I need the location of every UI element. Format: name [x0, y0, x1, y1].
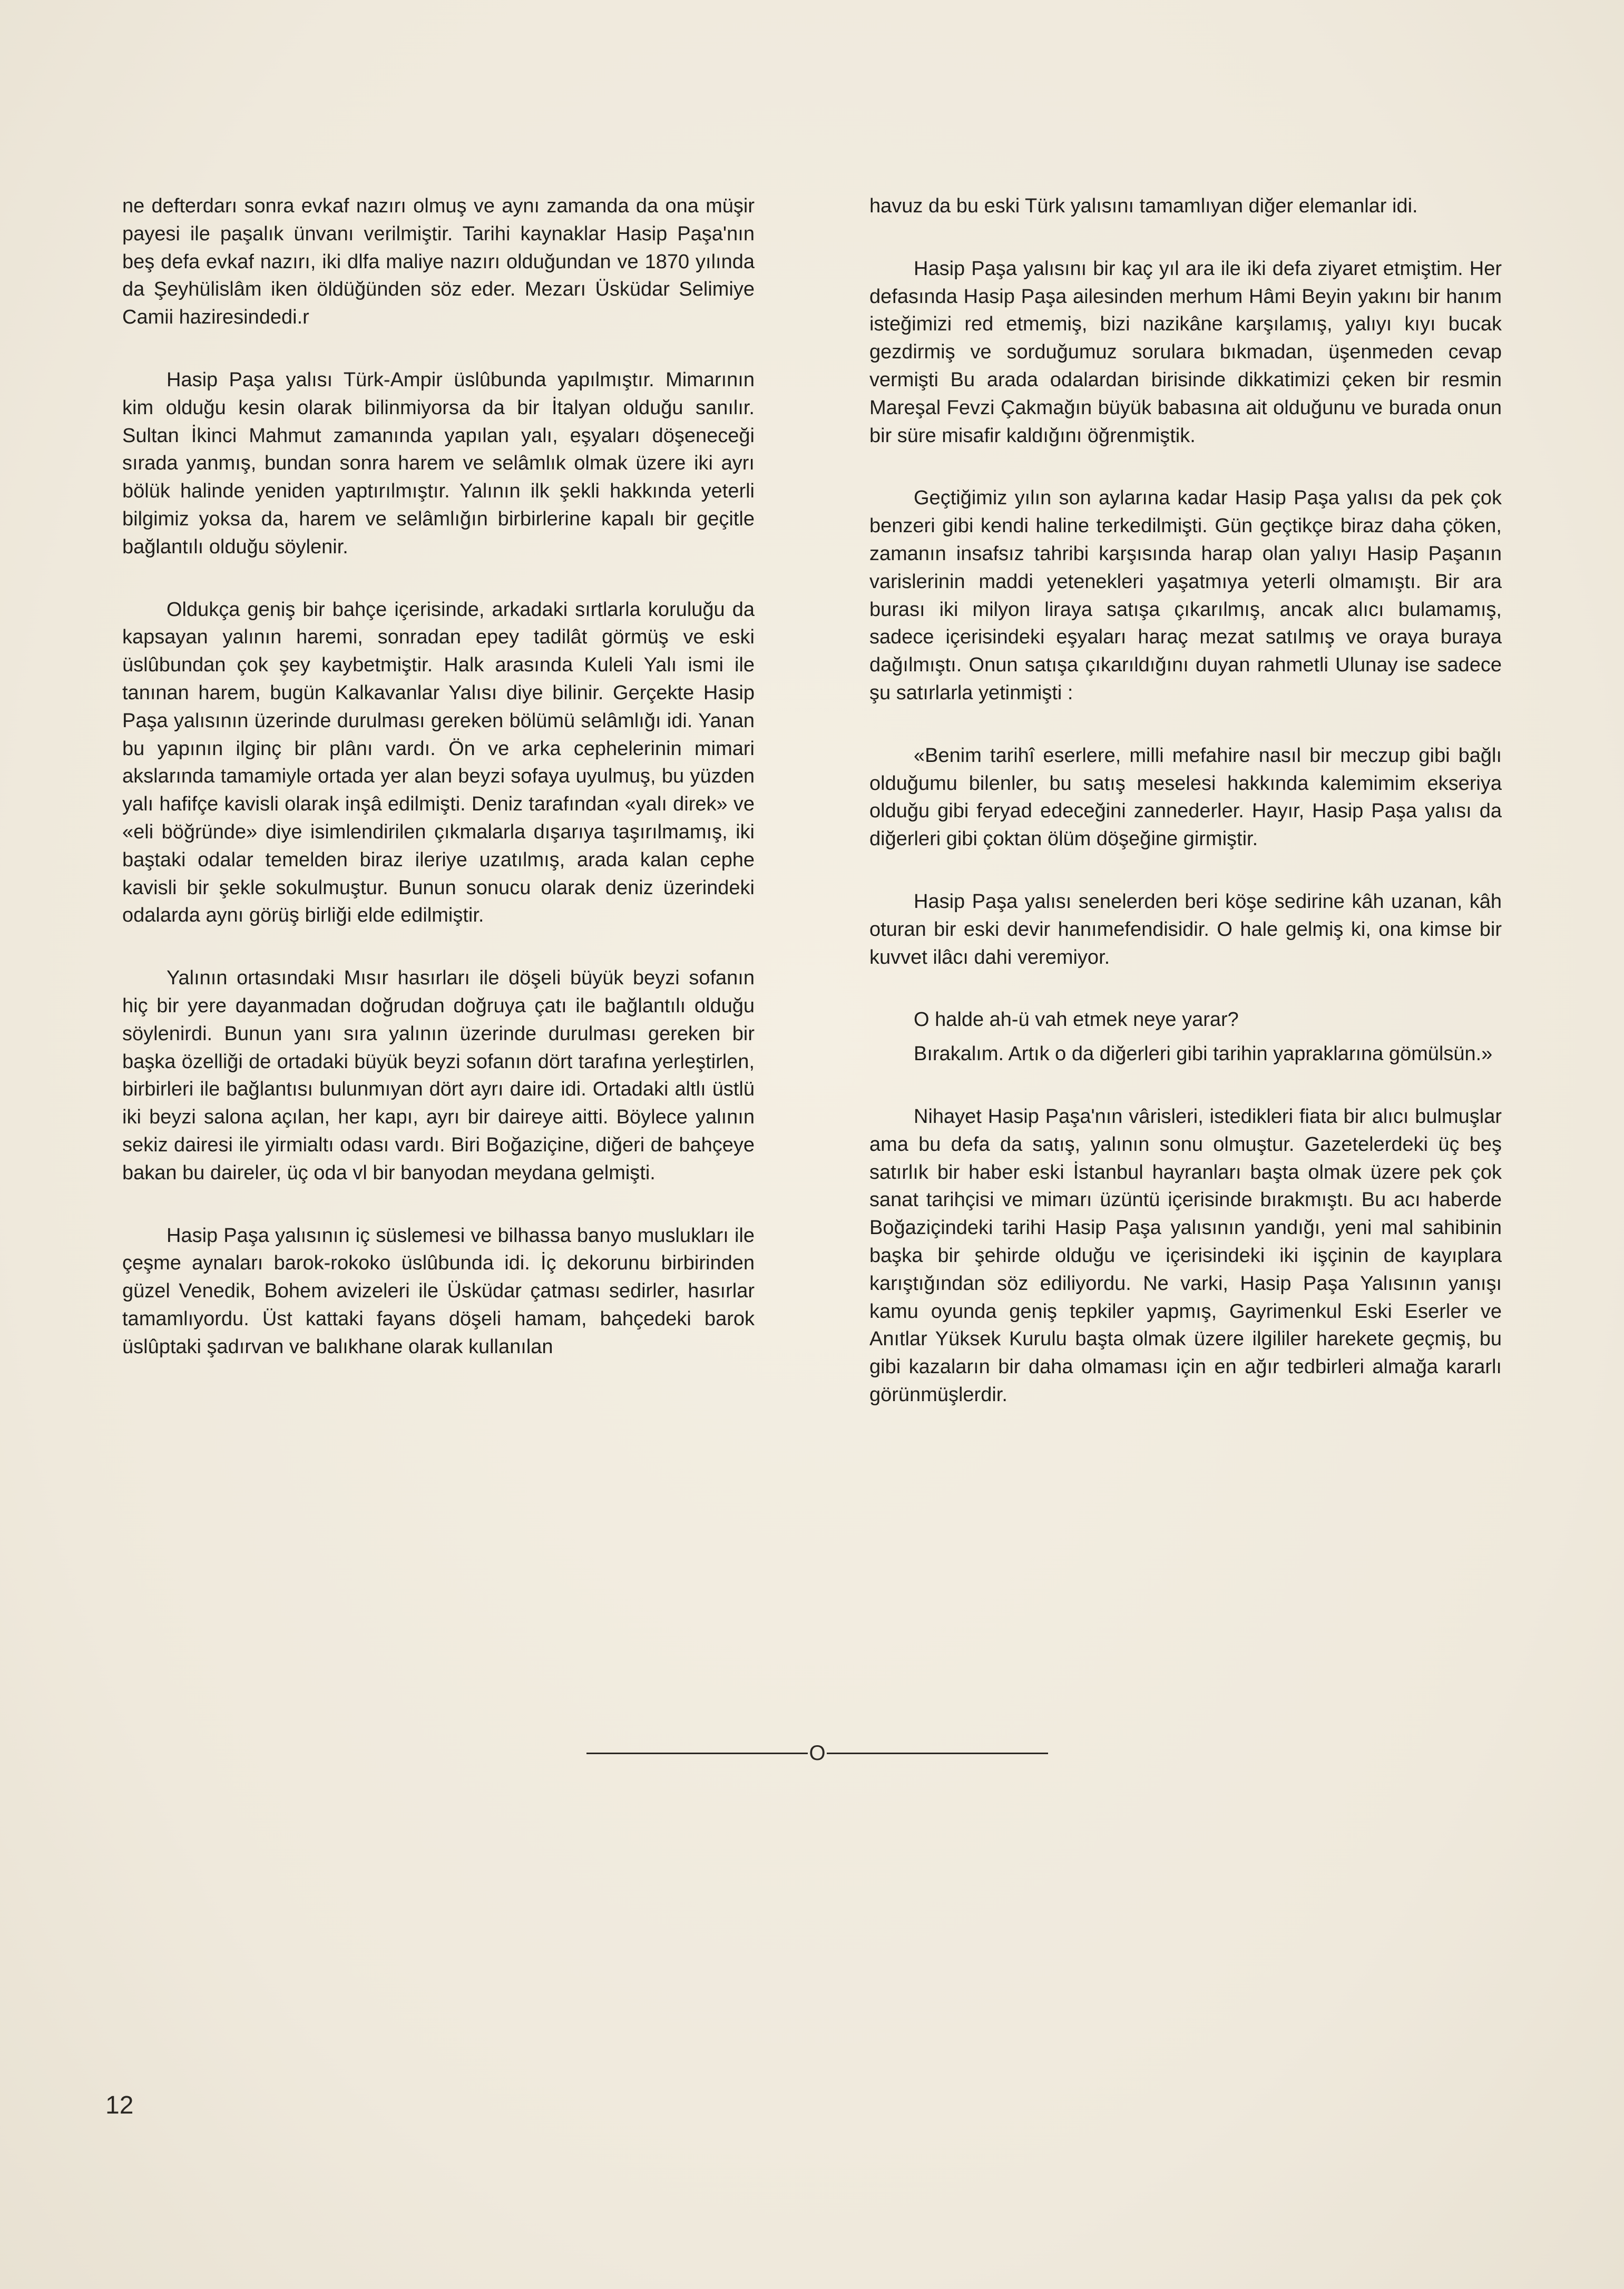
divider-line-left: [586, 1753, 808, 1754]
quote-paragraph: «Benim tarihî eserlere, milli mefahire nasıl bir meczup gibi bağlı olduğumu bilenler, bu satış meselesi hakkında kalemimim ekseriya olduğu gibi feryad edeceğini zannederler. Hayır, Hasip Paşa yalısı da diğerleri gibi çoktan ölüm döşeğine girmiştir.: [869, 744, 1502, 850]
paragraph: Nihayet Hasip Paşa'nın vârisleri, istedikleri fiata bir alıcı bulmuşlar ama bu defa da satış, yalının sonu olmuştur. Gazetelerdeki üç beş satırlık bir haber eski İstanbul hayranları başta olmak üzere pek çok sanat tarihçisi ve mimarı üzüntü içerisinde bırakmıştı. Bu acı haberde Boğaziçindeki tarihi Hasip Paşa yalısının yandığı, yeni mal sahibinin başka bir şehirde olduğu ve içerisindeki iki işçinin de kayıplara karıştığından söz ediliyordu. Ne varki, Hasip Paşa Yalısının yanışı kamu oyunda geniş tepkiler yapmış, Gayrimenkul Eski Eserler ve Anıtlar Yüksek Kurulu başta olmak üzere ilgililer harekete geçmiş, bu gibi kazaların bir daha olmaması için en ağır tedbirleri almağa kararlı görünmüşlerdir.: [869, 1105, 1502, 1406]
page-number: 12: [105, 2091, 134, 2119]
paragraph: Hasip Paşa yalısının iç süslemesi ve bilhassa banyo muslukları ile çeşme aynaları barok-rokoko üslûbunda idi. İç dekorunu birbirinden güzel Venedik, Bohem avizeleri ile Üsküdar çatması sedirler, hasırlar tamamlıyordu. Üst kattaki fayans döşeli hamam, bahçedeki barok üslûptaki şadırvan ve balıkhane olarak kullanılan: [122, 1224, 755, 1358]
paragraph: Oldukça geniş bir bahçe içerisinde, arkadaki sırtlarla koruluğu da kapsayan yalının haremi, sonradan epey tadilât görmüş ve eski üslûbundan çok şey kaybetmiştir. Halk arasında Kuleli Yalı ismi ile tanınan harem, bugün Kalkavanlar Yalısı diye bilinir. Gerçekte Hasip Paşa yalısının üzerinde durulması gereken bölümü selâmlığı idi. Yanan bu yapının ilginç bir plânı vardı. Ön ve arka cephelerinin mimari akslarında tamamiyle ortada yer alan beyzi sofaya uyulmuş, bu yüzden yalı hafifçe kavisli olarak inşâ edilmişti. Deniz tarafından «yalı direk» ve «eli böğründe» diye isimlendirilen çıkmalarla dışarıya taşırılmamış, iki baştaki odalar temelden biraz ileriye uzatılmış, arada kalan cephe kavisli bir şekle sokulmuştur. Bunun sonucu olarak deniz üzerindeki odalarda aynı görüş birliği elde edilmiştir.: [122, 598, 755, 927]
divider-line-right: [827, 1753, 1048, 1754]
paragraph: Hasip Paşa yalısı Türk-Ampir üslûbunda yapılmıştır. Mimarının kim olduğu kesin olarak bilinmiyorsa da bir İtalyan olduğu sanılır. Sultan İkinci Mahmut zamanında yapılan yalı, eşyaları döşeneceği sırada yanmış, bundan sonra harem ve selâmlık olmak üzere iki ayrı bölük halinde yeniden yaptırılmıştır. Yalının ilk şekli hakkında yeterli bilgimiz yoksa da, harem ve selâmlığın birbirlerine kapalı bir geçitle bağlantılı olduğu söylenir.: [122, 368, 755, 558]
paragraph: Yalının ortasındaki Mısır hasırları ile döşeli büyük beyzi sofanın hiç bir yere dayanmadan doğrudan doğruya çatı ile bağlantılı olduğu söylenirdi. Bunun yanı sıra yalının üzerinde durulması gereken bir başka özelliği de ortadaki büyük beyzi sofanın dört tarafına yerleştirlen, birbirleri ile bağlantısı bulunmıyan dört ayrı daire idi. Ortadaki altlı üstlü iki beyzi salona açılan, her kapı, ayrı bir daireye aitti. Böylece yalının sekiz dairesi ile yirmialtı odası vardı. Biri Boğaziçine, diğeri de bahçeye bakan bu daireler, üç oda vl bir banyodan meydana gelmişti.: [122, 967, 755, 1184]
paragraph: Hasip Paşa yalısını bir kaç yıl ara ile iki defa ziyaret etmiştim. Her defasında Hasip Paşa ailesinden merhum Hâmi Beyin yakını bir hanım isteğimizi red etmemiş, bizi nazikâne karşılamış, yalıyı kıyı bucak gezdirmiş ve sorduğumuz sorulara bıkmadan, üşenmeden cevap vermişti Bu arada odalardan birisinde dikkatimizi çeken bir resmin Mareşal Fevzi Çakmağın büyük babasına ait olduğunu ve burada onun bir süre misafir kaldığını öğrenmiştik.: [869, 257, 1502, 447]
section-divider: [586, 1742, 1048, 1765]
quote-paragraph: O halde ah-ü vah etmek neye yarar?: [914, 1009, 1239, 1031]
paragraph: ne defterdarı sonra evkaf nazırı olmuş ve aynı zamanda da ona müşir payesi ile paşalık ünvanı verilmiştir. Tarihi kaynaklar Hasip Paşa'nın beş defa evkaf nazırı, iki dlfa maliye nazırı olduğundan ve 1870 yılında da Şeyhülislâm iken öldüğünden söz eder. Mezarı Üsküdar Selimiye Camii haziresindedi.r: [122, 195, 755, 329]
paragraph: havuz da bu eski Türk yalısını tamamlıyan diğer elemanlar idi.: [869, 195, 1418, 217]
quote-paragraph: Hasip Paşa yalısı senelerden beri köşe sedirine kâh uzanan, kâh oturan bir eski devir hanımefendisidir. O hale gelmiş ki, ona kimse bir kuvvet ilâcı dahi veremiyor.: [869, 890, 1502, 969]
divider-mark: O: [809, 1742, 826, 1765]
left-column: [122, 192, 755, 1395]
paragraph: Geçtiğimiz yılın son aylarına kadar Hasip Paşa yalısı da pek çok benzeri gibi kendi haline terkedilmişti. Gün geçtikçe biraz daha çöken, zamanın insafsız tahribi karşısında harap olan yalıyı Hasip Paşanın varislerinin maddi yetenekleri yaşatmıya yeterli olmamıştı. Bir ara burası iki milyon liraya satışa çıkarılmış, ancak alıcı bulamamış, sadece içerisindeki eşyaları haraç mezat satılmış ve oraya buraya dağılmıştı. Onun satışa çıkarıldığını duyan rahmetli Ulunay ise sadece şu satırlarla yetinmişti :: [869, 487, 1502, 704]
right-column: [869, 192, 1502, 1444]
quote-paragraph: Bırakalım. Artık o da diğerleri gibi tarihin yapraklarına gömülsün.»: [914, 1043, 1493, 1065]
